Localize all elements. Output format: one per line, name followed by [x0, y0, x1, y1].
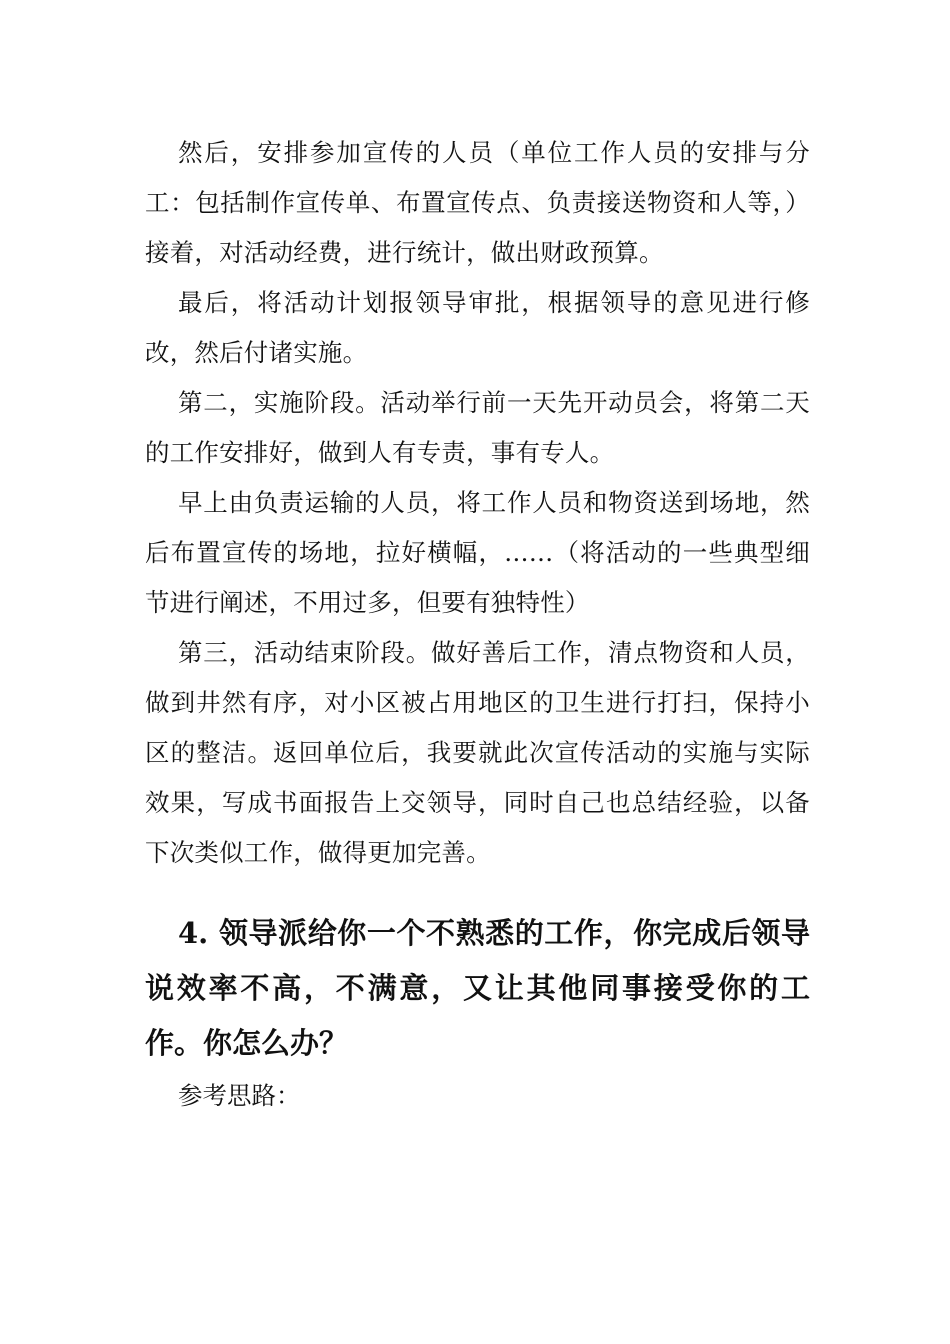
paragraph-implementation-stage: 第二，实施阶段。活动举行前一天先开动员会，将第二天的工作安排好，做到人有专责，事有专人。 [145, 388, 810, 467]
paragraph-approval: 最后，将活动计划报领导审批，根据领导的意见进行修改，然后付诸实施。 [145, 288, 810, 367]
paragraph-staff-arrangement: 然后，安排参加宣传的人员（单位工作人员的安排与分工：包括制作宣传单、布置宣传点、负责接送物资和人等，）接着，对活动经费，进行统计，做出财政预算。 [145, 138, 810, 267]
paragraph-morning-setup: 早上由负责运输的人员，将工作人员和物资送到场地，然后布置宣传的场地，拉好横幅，……（将活动的一些典型细节进行阐述，不用过多，但要有独特性） [145, 488, 810, 617]
question-heading: 4. 领导派给你一个不熟悉的工作，你完成后领导说效率不高，不满意，又让其他同事接受你的工作。你怎么办？ [145, 916, 810, 1060]
document-body [145, 128, 810, 1121]
reference-label: 参考思路： [178, 1081, 301, 1110]
paragraph-closing-stage: 第三，活动结束阶段。做好善后工作，清点物资和人员，做到井然有序，对小区被占用地区的卫生进行打扫，保持小区的整洁。返回单位后，我要就此次宣传活动的实施与实际效果，写成书面报告上交领导，同时自己也总结经验，以备下次类似工作，做得更加完善。 [145, 638, 810, 867]
